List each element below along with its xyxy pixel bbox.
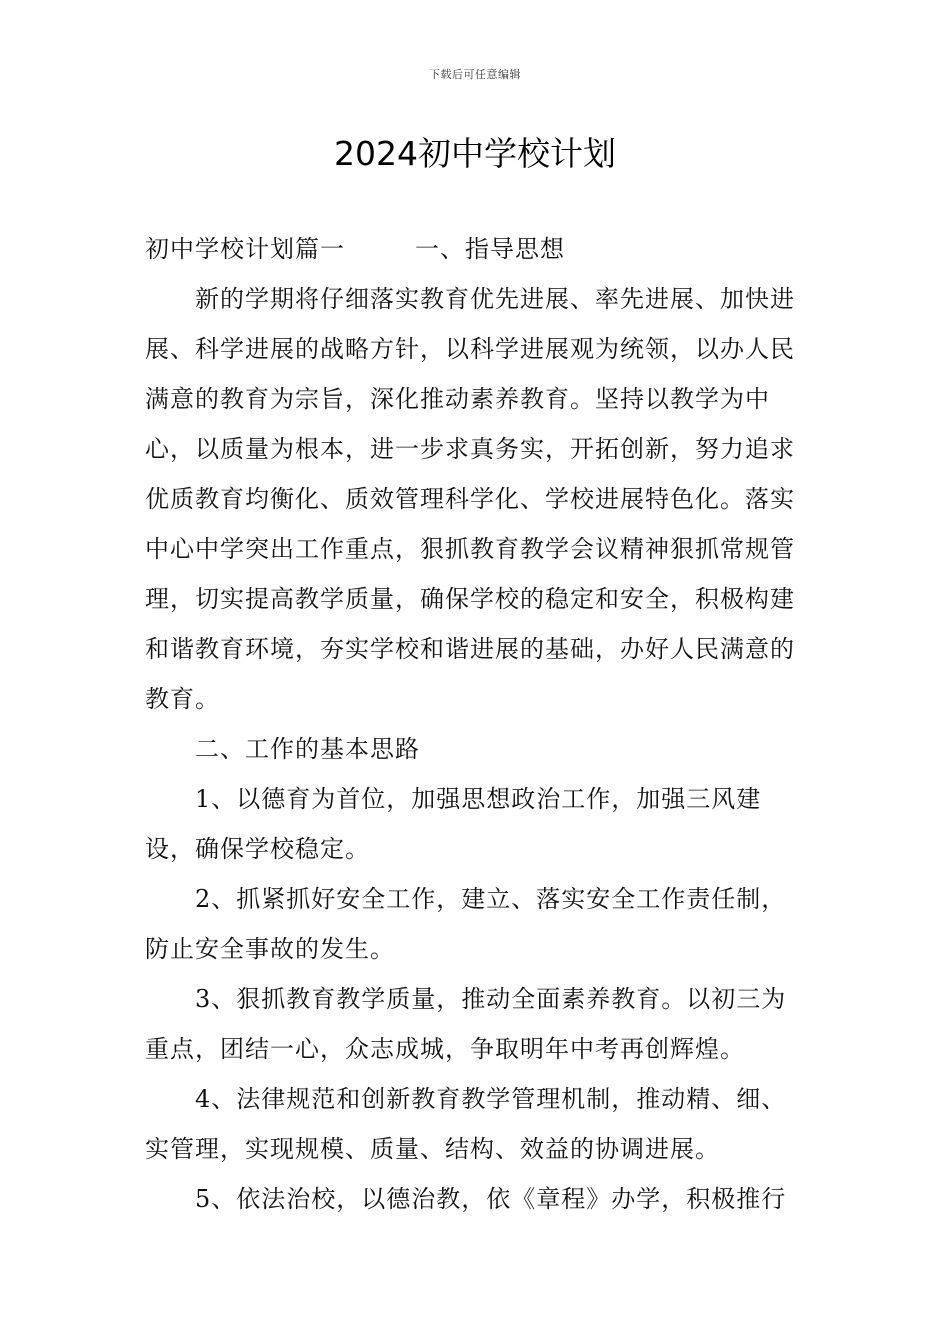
list-item-4: 4、法律规范和创新教育教学管理机制，推动精、细、实管理，实现规模、质量、结构、效益的协调进展。 bbox=[145, 1085, 787, 1163]
paragraph-guiding-thought: 新的学期将仔细落实教育优先进展、率先进展、加快进展、科学进展的战略方针，以科学进展观为统领，以办人民满意的教育为宗旨，深化推动素养教育。坚持以教学为中心，以质量为根本，进一步求真务实，开拓创新，努力追求优质教育均衡化、质效管理科学化、学校进展特色化。落实中心中学突出工作重点，狠抓教育教学会议精神狠抓常规管理，切实提高教学质量，确保学校的稳定和安全，积极构建和谐教育环境，夯实学校和谐进展的基础，办好人民满意的教育。 bbox=[145, 285, 795, 713]
section1-heading: 一、指导思想 bbox=[415, 235, 565, 263]
document-title: 2024初中学校计划 bbox=[334, 134, 616, 173]
list-item-5: 5、依法治校，以德治教，依《章程》办学，积极推行 bbox=[195, 1185, 787, 1213]
section2-heading: 二、工作的基本思路 bbox=[195, 735, 420, 763]
list-item-3: 3、狠抓教育教学质量，推动全面素养教育。以初三为重点，团结一心，众志成城，争取明年中考再创辉煌。 bbox=[145, 985, 787, 1063]
list-item-2: 2、抓紧抓好安全工作，建立、落实安全工作责任制，防止安全事故的发生。 bbox=[145, 885, 787, 963]
section-heading-line bbox=[145, 224, 810, 274]
header-note: 下载后可任意编辑 bbox=[429, 68, 521, 81]
section-prefix: 初中学校计划篇一 bbox=[145, 235, 345, 263]
list-item-1: 1、以德育为首位，加强思想政治工作，加强三风建设，确保学校稳定。 bbox=[145, 785, 762, 863]
document-body bbox=[145, 224, 810, 1224]
